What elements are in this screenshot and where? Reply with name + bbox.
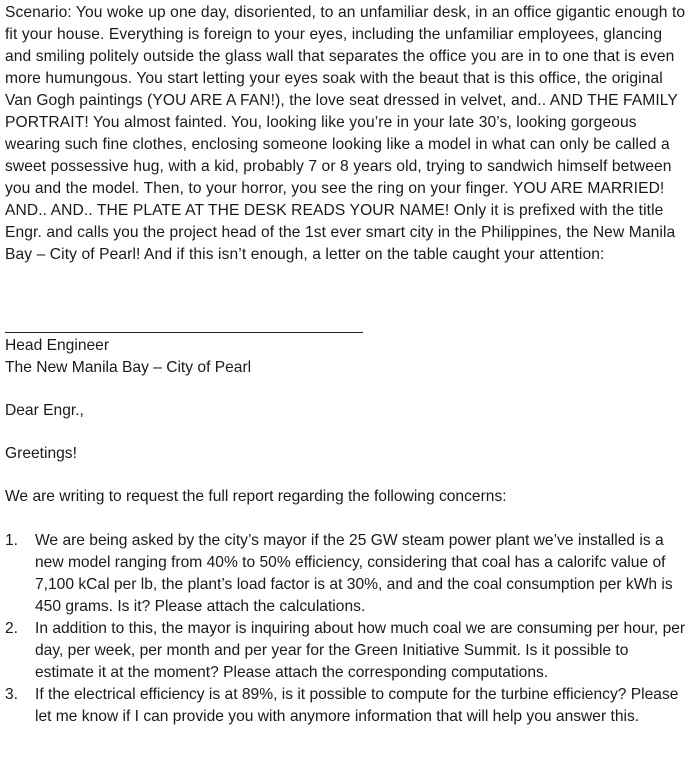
list-item <box>5 684 690 728</box>
recipient-organization: The New Manila Bay – City of Pearl <box>5 359 252 376</box>
list-item <box>5 530 690 618</box>
recipient-address <box>5 335 690 379</box>
list-item-text: In addition to this, the mayor is inquiring about how much coal we are consuming per hour, per day, per week, per month and per year for the Green Initiative Summit. Is it possible to estimate it at the moment? Please attach the corresponding computations. <box>35 620 686 681</box>
list-item-number: 3. <box>5 686 19 703</box>
concerns-list <box>5 530 690 728</box>
list-item <box>5 618 690 684</box>
name-blank-line <box>5 312 363 333</box>
recipient-title: Head Engineer <box>5 337 110 354</box>
list-item-text: If the electrical efficiency is at 89%, is it possible to compute for the turbine efficiency? Please let me know if I can provide you with anymore information that will help you answer this. <box>35 686 679 725</box>
greeting: Greetings! <box>5 445 77 462</box>
list-item-number: 1. <box>5 532 19 549</box>
list-item-number: 2. <box>5 620 19 637</box>
list-item-text: We are being asked by the city’s mayor if the 25 GW steam power plant we’ve installed is a new model ranging from 40% to 50% efficiency, considering that coal has a calorifc value of 7,100 kCal per lb, the plant’s load factor is at 30%, and and the coal consumption per kWh is 450 grams. Is it? Please attach the calculations. <box>35 532 673 615</box>
scenario-paragraph: Scenario: You woke up one day, disoriented, to an unfamiliar desk, in an office gigantic enough to fit your house. Everything is foreign to your eyes, including the unfamiliar employees, glancing and smiling politely outside the glass wall that separates the office you are in to one that is even more humungous. You start letting your eyes soak with the beaut that is this office, the original Van Gogh paintings (YOU ARE A FAN!), the love seat dressed in velvet, and.. AND THE FAMILY PORTRAIT! You almost fainted. You, looking like you’re in your late 30’s, looking gorgeous wearing such fine clothes, enclosing someone looking like a model in what can only be called a sweet possessive hug, with a kid, probably 7 or 8 years old, trying to sandwich himself between you and the model. Then, to your horror, you see the ring on your finger. YOU ARE MARRIED! AND.. AND.. THE PLATE AT THE DESK READS YOUR NAME! Only it is prefixed with the title Engr. and calls you the project head of the 1st ever smart city in the Philippines, the New Manila Bay – City of Pearl! And if this isn’t enough, a letter on the table caught your attention: <box>5 4 686 263</box>
salutation: Dear Engr., <box>5 402 84 419</box>
letter-intro: We are writing to request the full report regarding the following concerns: <box>5 488 507 505</box>
